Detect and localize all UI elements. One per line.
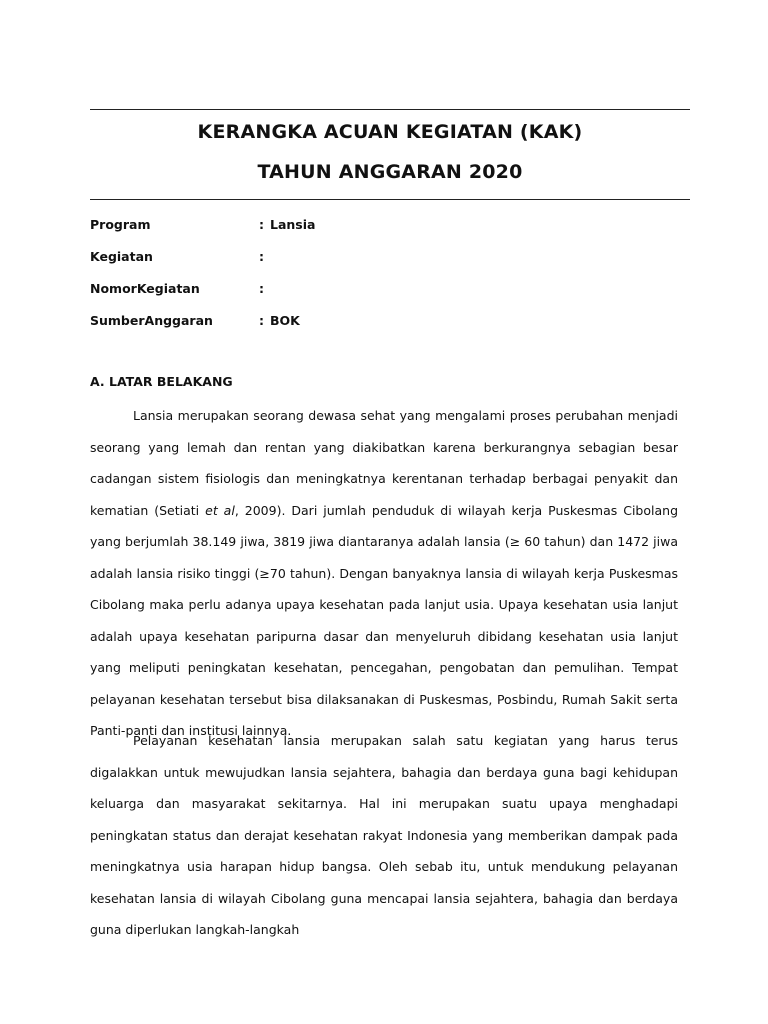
paragraph-1-text-b: , 2009). Dari jumlah penduduk di wilayah kerja Puskesmas Cibolang yang berjumlah 38.149 jiwa, 3819 jiwa diantaranya adalah lansia (≥ 60 tahun) dan 1472 jiwa adalah lansia risiko tinggi (≥70 tahun). Dengan banyaknya lansia di wilayah kerja Puskesmas Cibolang maka perlu adanya upaya kesehatan pada lanjut usia. Upaya kesehatan usia lanjut adalah upaya kesehatan paripurna dasar dan menyeluruh dibidang kesehatan usia lanjut yang meliputi peningkatan kesehatan, pencegahan, pengobatan dan pemulihan. Tempat pelayanan kesehatan tersebut bisa dilaksanakan di Puskesmas, Posbindu, Rumah Sakit serta Panti-panti dan institusi lainnya. bbox=[90, 502, 679, 738]
meta-row-sumber-anggaran bbox=[90, 313, 690, 333]
meta-label: NomorKegiatan bbox=[90, 281, 200, 296]
bottom-divider bbox=[90, 199, 690, 200]
citation-italic: et al bbox=[205, 502, 235, 518]
meta-value: Lansia bbox=[270, 217, 316, 232]
meta-separator: : bbox=[259, 217, 264, 232]
meta-label: SumberAnggaran bbox=[90, 313, 213, 328]
meta-label: Kegiatan bbox=[90, 249, 153, 264]
meta-row-kegiatan bbox=[90, 249, 690, 269]
document-subtitle: TAHUN ANGGARAN 2020 bbox=[257, 161, 523, 183]
section-heading: A. LATAR BELAKANG bbox=[90, 374, 233, 389]
meta-row-nomor-kegiatan bbox=[90, 281, 690, 301]
paragraph-1-text-a: Lansia merupakan seorang dewasa sehat yang mengalami proses perubahan menjadi seorang yang lemah dan rentan yang diakibatkan karena berkurangnya sebagian besar cadangan sistem fisiologis dan meningkatnya kerentanan terhadap berbagai penyakit dan kematian (Setiati bbox=[90, 408, 678, 518]
document-title: KERANGKA ACUAN KEGIATAN (KAK) bbox=[197, 121, 583, 143]
meta-row-program bbox=[90, 217, 690, 237]
meta-separator: : bbox=[259, 281, 264, 296]
paragraph-1 bbox=[90, 400, 678, 747]
meta-value: BOK bbox=[270, 313, 300, 328]
meta-label: Program bbox=[90, 217, 151, 232]
paragraph-2: Pelayanan kesehatan lansia merupakan salah satu kegiatan yang harus terus digalakkan untuk mewujudkan lansia sejahtera, bahagia dan berdaya guna bagi kehidupan keluarga dan masyarakat sekitarnya. Hal ini merupakan suatu upaya menghadapi peningkatan status dan derajat kesehatan rakyat Indonesia yang memberikan dampak pada meningkatnya usia harapan hidup bangsa. Oleh sebab itu, untuk mendukung pelayanan kesehatan lansia di wilayah Cibolang guna mencapai lansia sejahtera, bahagia dan berdaya guna diperlukan langkah-langkah bbox=[90, 733, 678, 937]
meta-separator: : bbox=[259, 249, 264, 264]
meta-separator: : bbox=[259, 313, 264, 328]
top-divider bbox=[90, 109, 690, 110]
